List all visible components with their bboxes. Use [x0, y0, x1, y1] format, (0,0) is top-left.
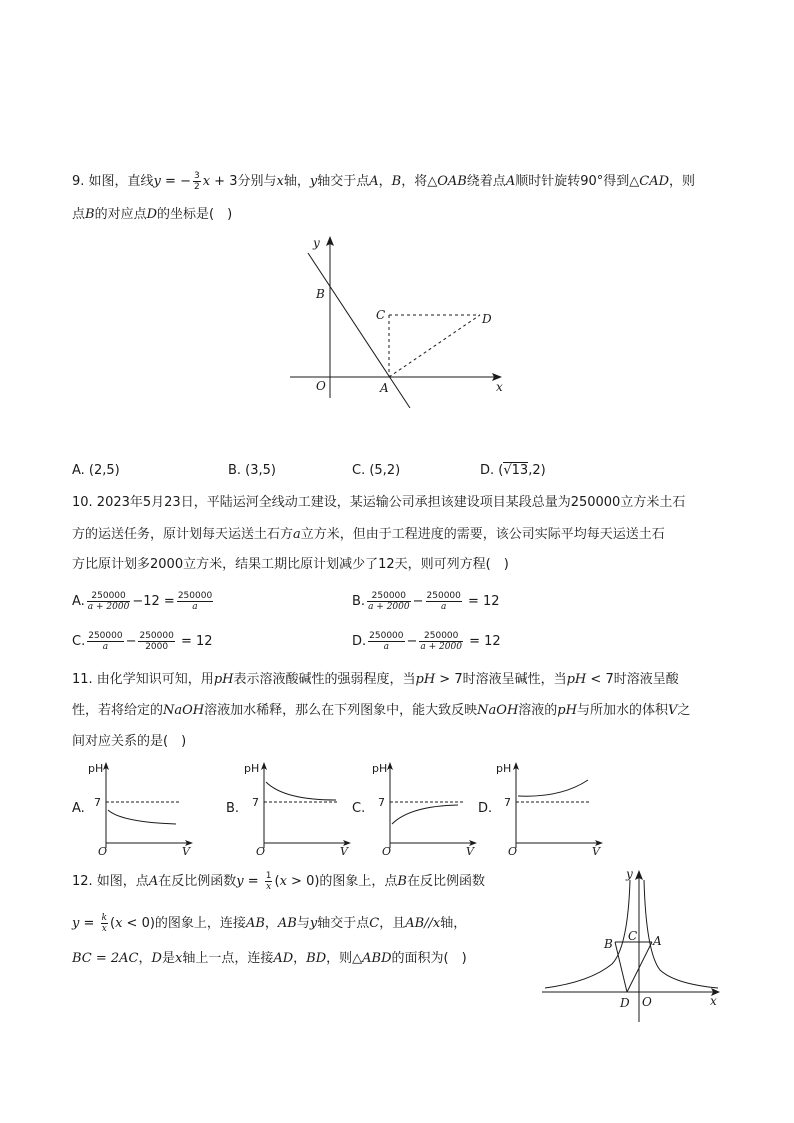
q9-option-d-text: D. ( — [480, 463, 504, 478]
q10-fraction — [177, 591, 213, 612]
q11-d-label-ph: pH — [496, 762, 512, 775]
q12-bc-eq: BC = 2AC — [72, 951, 139, 966]
q12-text: 的面积为( ) — [391, 951, 467, 966]
q11-text: 表示溶液酸碱性的强弱程度，当 — [233, 672, 416, 687]
q11-a-label-ph: pH — [88, 762, 104, 775]
q11-line-2 — [72, 701, 690, 721]
q10-var-a: a — [293, 527, 301, 542]
q11-c-label-v: V — [466, 845, 474, 858]
q12-text: 轴交于点 — [317, 916, 370, 931]
q11-text: 11. 由化学知识可知，用 — [72, 672, 214, 687]
q12-text: 12. 如图，点 — [72, 874, 149, 889]
q9-fraction — [193, 171, 201, 192]
q10-fraction — [87, 631, 123, 652]
q9-text: ，将△ — [401, 174, 438, 189]
q9-eq-sign: = − — [160, 174, 191, 189]
q10-option-label: D. — [352, 634, 367, 649]
q10-frac-num: 250000 — [426, 591, 461, 601]
q9-label-c: C — [376, 308, 386, 322]
q12-figure — [540, 862, 730, 1032]
q9-text: 轴交于点 — [317, 174, 370, 189]
q9-option-d[interactable] — [480, 461, 546, 481]
q11-text: 溶液的 — [518, 703, 558, 718]
q10-text: 方的运送任务，原计划每天运送土石方 — [72, 527, 294, 542]
q9-point-d: D — [146, 207, 158, 222]
q9-text: 的对应点 — [94, 207, 147, 222]
q12-text: > 0)的图象上，点 — [286, 874, 398, 889]
q12-frac-den: x — [101, 924, 107, 934]
q9-label-o: O — [316, 379, 326, 393]
q10-frac-num: 250000 — [87, 591, 131, 602]
q12-label-d: D — [620, 996, 630, 1010]
q9-point-b: B — [85, 207, 95, 222]
q12-bd: BD — [306, 951, 327, 966]
q12-label-y: y — [626, 867, 633, 881]
q11-line-3: 间对应关系的是( ) — [72, 734, 187, 749]
q10-option-a[interactable] — [72, 591, 215, 612]
q10-equals: = 12 — [463, 594, 500, 609]
q9-label-x: x — [496, 380, 503, 394]
q11-a-label-v: V — [182, 845, 190, 858]
q9-text: ，则 — [669, 174, 696, 189]
q9-option-c[interactable]: C. (5,2) — [352, 463, 401, 478]
q12-text: ( — [274, 874, 280, 889]
q12-text: 在反比例函数 — [158, 874, 237, 889]
q10-frac-den: a + 2000 — [420, 642, 462, 652]
q12-label-b: B — [604, 937, 613, 951]
q10-frac-den: a + 2000 — [368, 602, 410, 612]
q9-text: + 3分别与 — [210, 174, 277, 189]
q11-ph: pH — [557, 703, 577, 718]
q11-text: > 7时溶液呈碱性，当 — [435, 672, 567, 687]
q11-text: 溶液加水稀释，那么在下列图象中，能大致反映 — [204, 703, 478, 718]
q9-cad: CAD — [639, 174, 670, 189]
q10-option-label: B. — [352, 594, 366, 609]
q10-option-d[interactable] — [352, 631, 501, 652]
q9-y: y — [309, 174, 318, 189]
q11-a-label-7: 7 — [94, 796, 101, 809]
q9-line-2 — [72, 205, 232, 225]
q11-ph: pH — [566, 672, 587, 687]
q10-operator: − — [412, 594, 424, 609]
q10-frac-num: 250000 — [367, 591, 411, 602]
q12-text: ( — [110, 916, 116, 931]
q11-graph-b — [244, 758, 354, 858]
q11-c-label-ph: pH — [372, 762, 388, 775]
q12-point-b: B — [397, 874, 407, 889]
q9-text: 顺时针旋转90°得到△ — [515, 174, 640, 189]
q10-line-3: 方比原计划多2000立方米，结果工期比原计划减少了12天，则可列方程( ) — [72, 557, 509, 572]
q11-option-a[interactable]: A. — [72, 801, 85, 816]
q10-fraction — [368, 631, 404, 652]
q9-figure — [280, 228, 520, 408]
q10-frac-num: 250000 — [369, 631, 404, 641]
q10-option-b[interactable] — [352, 591, 500, 612]
q12-x: x — [174, 951, 183, 966]
q9-eq-x: x — [202, 174, 211, 189]
q12-text: 在反比例函数 — [406, 874, 485, 889]
q9-text: 9. 如图，直线 — [72, 174, 154, 189]
q12-eq: = — [79, 916, 99, 931]
q11-ph: pH — [415, 672, 436, 687]
q12-text: 是 — [161, 951, 175, 966]
q9-frac-den: 2 — [193, 182, 200, 192]
q10-frac-den: a — [441, 602, 447, 612]
q9-point-b: B — [391, 174, 402, 189]
q12-label-x: x — [710, 994, 717, 1008]
q12-x: x — [279, 874, 287, 889]
q11-d-label-o: O — [508, 845, 518, 858]
q11-b-label-o: O — [256, 845, 266, 858]
q12-text: ，且 — [379, 916, 406, 931]
q9-x: x — [276, 174, 284, 189]
q10-line-2 — [72, 525, 665, 545]
q9-text: 轴， — [283, 174, 310, 189]
q11-graph-d — [496, 758, 606, 858]
q12-text: ， — [264, 916, 278, 931]
q12-label-a: A — [653, 934, 662, 948]
q12-point-a: A — [148, 874, 159, 889]
q11-d-label-7: 7 — [504, 796, 511, 809]
q9-label-y: y — [313, 236, 320, 250]
q10-option-c[interactable] — [72, 631, 213, 652]
q10-frac-num: 250000 — [177, 591, 213, 601]
q12-point-d: D — [151, 951, 162, 966]
q9-option-a[interactable]: A. (2,5) — [72, 463, 120, 478]
q12-line-1 — [72, 871, 485, 892]
q10-equals: = 12 — [176, 634, 213, 649]
q10-fraction — [419, 631, 463, 652]
q12-eq: = — [243, 874, 263, 889]
q9-option-d-sqrt: √13 — [503, 463, 529, 478]
q10-operator: − — [125, 634, 137, 649]
q10-operator: − — [406, 634, 418, 649]
q12-line-2 — [72, 913, 466, 934]
q12-y: y — [309, 916, 318, 931]
q9-frac-num: 3 — [193, 171, 200, 181]
q10-text: 立方米，但由于工程进度的需要，该公司实际平均每天运送土石 — [300, 527, 665, 542]
q9-text: 点 — [72, 207, 86, 222]
q10-line-1: 10. 2023年5月23日，平陆运河全线动工建设，某运输公司承担该建设项目某段总量为250000立方米土石 — [72, 495, 686, 510]
q12-ab-parallel: AB//x — [405, 916, 441, 931]
q9-option-b[interactable]: B. (3,5) — [228, 463, 277, 478]
q11-graph-c — [370, 758, 480, 858]
q12-y: y — [236, 874, 244, 889]
q10-option-label: A. — [72, 594, 85, 609]
q12-y: y — [72, 916, 80, 931]
q11-text: 之 — [677, 703, 691, 718]
q12-text: ，则△ — [326, 951, 363, 966]
q12-text: 轴上一点，连接 — [182, 951, 274, 966]
q12-x: x — [115, 916, 123, 931]
q10-frac-den: a + 2000 — [87, 602, 130, 612]
q12-frac-den: x — [266, 882, 272, 892]
q10-frac-num: 250000 — [88, 631, 123, 641]
q11-naoh: NaOH — [477, 703, 519, 718]
q9-label-b: B — [316, 287, 325, 301]
q11-naoh: NaOH — [163, 703, 205, 718]
q12-fraction — [265, 871, 273, 892]
q9-text: 的坐标是( ) — [157, 207, 233, 222]
q12-text: 轴， — [440, 916, 467, 931]
q11-d-label-v: V — [592, 845, 600, 858]
q11-option-d[interactable]: D. — [478, 801, 493, 816]
q9-label-a: A — [380, 381, 389, 395]
q12-label-o: O — [642, 995, 652, 1009]
q12-text: ， — [138, 951, 152, 966]
q10-operator: −12 = — [132, 594, 175, 609]
q11-text: 与所加水的体积 — [576, 703, 668, 718]
q10-frac-num: 250000 — [419, 631, 463, 642]
q11-c-label-7: 7 — [378, 796, 385, 809]
q10-option-label: C. — [72, 634, 86, 649]
q9-eq-y: y — [153, 174, 161, 189]
q12-text: ， — [293, 951, 307, 966]
q11-b-label-ph: pH — [244, 762, 260, 775]
q12-text: < 0)的图象上，连接 — [122, 916, 246, 931]
q9-oab: OAB — [437, 174, 467, 189]
q10-fraction — [87, 591, 131, 612]
q10-fraction — [426, 591, 462, 612]
q12-point-c: C — [369, 916, 380, 931]
q12-ad: AD — [273, 951, 294, 966]
q12-text: 与 — [296, 916, 310, 931]
q11-c-label-o: O — [382, 845, 392, 858]
q11-b-label-v: V — [340, 845, 348, 858]
q9-line-1 — [72, 171, 695, 192]
q10-fraction — [367, 591, 411, 612]
q9-label-d: D — [482, 312, 492, 326]
q10-fraction — [138, 631, 174, 652]
q12-segment-bd — [615, 942, 627, 992]
q9-segment-ad — [389, 315, 480, 377]
q12-abd: ABD — [362, 951, 392, 966]
q12-ab: AB — [245, 916, 265, 931]
q12-label-c: C — [628, 929, 638, 943]
q11-option-b[interactable]: B. — [226, 801, 240, 816]
q9-point-a: A — [369, 174, 379, 189]
q10-frac-den: a — [102, 642, 109, 652]
q10-equals: = 12 — [464, 634, 501, 649]
q11-v: V — [667, 703, 678, 718]
q10-frac-den: a — [192, 602, 198, 612]
q12-fraction — [101, 913, 108, 934]
q9-point-a: A — [505, 174, 516, 189]
q11-line-1 — [72, 670, 679, 690]
q11-text: < 7时溶液呈酸 — [586, 672, 679, 687]
q11-text: 性，若将给定的 — [72, 703, 164, 718]
q12-frac-num: k — [101, 913, 107, 923]
q11-option-c[interactable]: C. — [352, 801, 366, 816]
q12-line-3 — [72, 949, 467, 969]
q10-frac-den: 2000 — [145, 642, 169, 652]
q11-b-label-7: 7 — [252, 796, 259, 809]
q9-text: 绕着点 — [466, 174, 506, 189]
q12-curve-left — [545, 880, 630, 988]
q12-frac-num: 1 — [265, 871, 272, 881]
q10-frac-num: 250000 — [139, 631, 174, 641]
q12-ab: AB — [277, 916, 297, 931]
q11-graph-a — [86, 758, 196, 858]
q10-frac-den: a — [383, 642, 390, 652]
q11-ph: pH — [213, 672, 234, 687]
q9-option-d-text: ,2) — [528, 463, 546, 478]
q11-a-label-o: O — [98, 845, 108, 858]
q9-text: ， — [378, 174, 392, 189]
